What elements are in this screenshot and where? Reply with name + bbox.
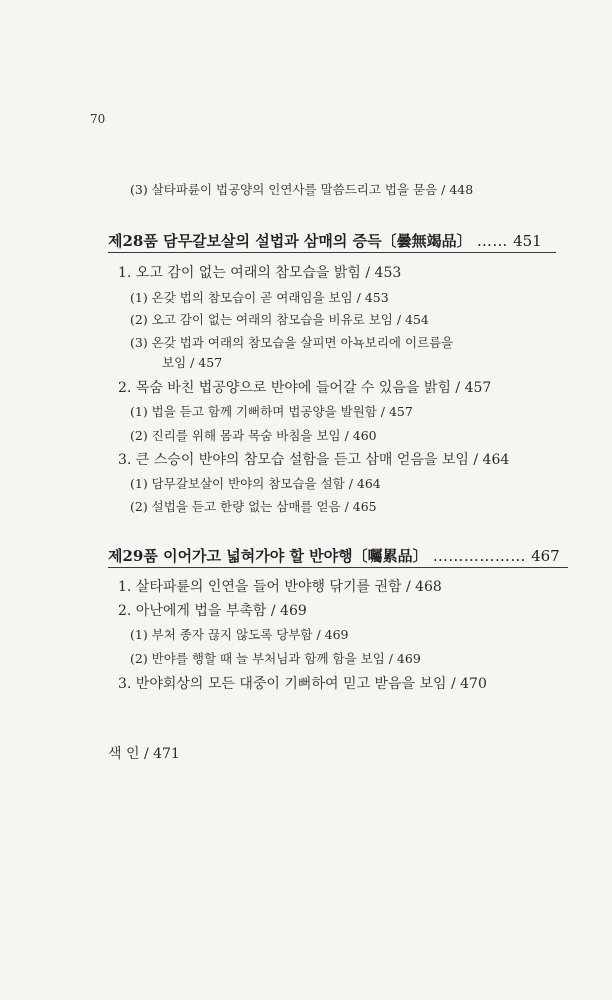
- toc-entry: 2. 아난에게 법을 부촉함 / 469: [118, 603, 307, 619]
- toc-entry: 3. 반야회상의 모든 대중이 기뻐하여 믿고 받음을 보임 / 470: [118, 676, 487, 692]
- chapter-heading: [108, 230, 542, 251]
- toc-subentry: (2) 설법을 듣고 한량 없는 삼매를 얻음 / 465: [130, 499, 377, 514]
- toc-subentry: (3) 살타파륜이 법공양의 인연사를 말씀드리고 법을 묻음 / 448: [130, 182, 474, 197]
- chapter-heading: [108, 545, 560, 566]
- leader-dots: ………………: [432, 547, 526, 565]
- index-entry: 색 인 / 471: [108, 746, 180, 762]
- chapter-title: 제29품 이어가고 넓혀가야 할 반야행〔囑累品〕: [108, 547, 428, 565]
- toc-entry: 3. 큰 스승이 반야의 참모습 설함을 듣고 삼매 얻음을 보임 / 464: [118, 452, 510, 468]
- chapter-underline: [108, 567, 568, 568]
- toc-subentry: (3) 온갖 법과 여래의 참모습을 살피면 아뇩보리에 이르름을: [130, 335, 454, 350]
- chapter-underline: [108, 252, 556, 253]
- chapter-page: 451: [513, 232, 542, 250]
- toc-subentry: (2) 오고 감이 없는 여래의 참모습을 비유로 보임 / 454: [130, 312, 429, 327]
- toc-entry: 2. 목숨 바친 법공양으로 반야에 들어갈 수 있음을 밝힘 / 457: [118, 380, 492, 396]
- chapter-title: 제28품 담무갈보살의 설법과 삼매의 증득〔曇無竭品〕: [108, 232, 472, 250]
- toc-subentry: (1) 담무갈보살이 반야의 참모습을 설함 / 464: [130, 476, 381, 491]
- toc-subentry: (1) 온갖 법의 참모습이 곧 여래임을 보임 / 453: [130, 290, 389, 305]
- toc-entry: 1. 오고 감이 없는 여래의 참모습을 밝힘 / 453: [118, 265, 402, 281]
- toc-subentry: (2) 진리를 위해 몸과 목숨 바침을 보임 / 460: [130, 428, 377, 443]
- toc-subentry-continued: 보임 / 457: [162, 355, 223, 370]
- toc-subentry: (1) 법을 듣고 함께 기뻐하며 법공양을 발원함 / 457: [130, 404, 413, 419]
- toc-subentry: (1) 부처 종자 끊지 않도록 당부함 / 469: [130, 627, 349, 642]
- toc-subentry: (2) 반야를 행할 때 늘 부처님과 함께 함을 보임 / 469: [130, 651, 421, 666]
- leader-dots: ……: [476, 232, 508, 250]
- toc-entry: 1. 살타파륜의 인연을 들어 반야행 닦기를 권함 / 468: [118, 579, 442, 595]
- chapter-page: 467: [531, 547, 560, 565]
- page-number: 70: [90, 112, 106, 126]
